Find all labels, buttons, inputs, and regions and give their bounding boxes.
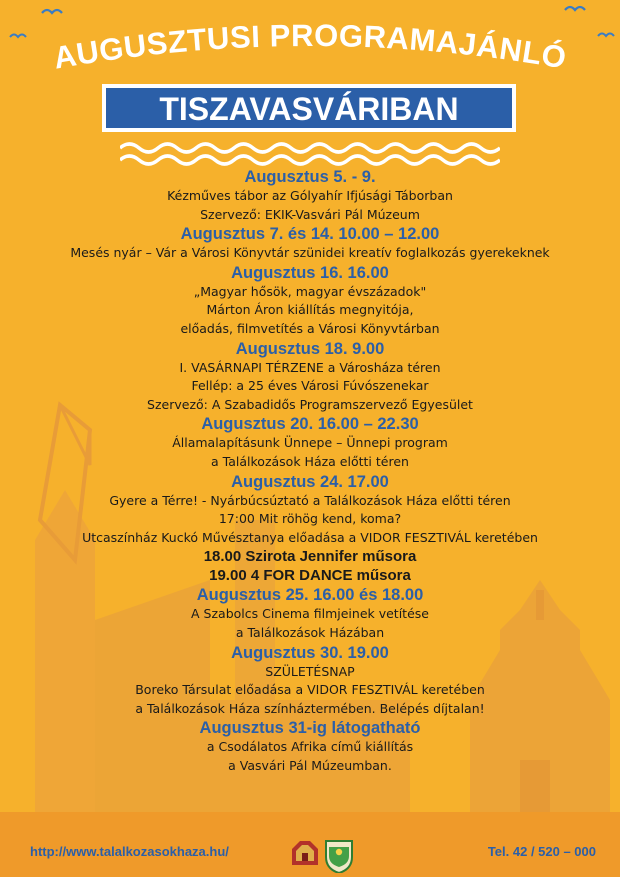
event-description-line: „Magyar hősök, magyar évszázadok" — [193, 283, 427, 299]
event-block — [20, 585, 600, 642]
event-block — [20, 339, 600, 415]
footer-logos — [288, 835, 358, 873]
event-description-line: a Vasvári Pál Múzeumban. — [228, 757, 392, 773]
event-block — [20, 167, 600, 224]
title-arc — [0, 0, 620, 90]
event-list — [20, 167, 600, 775]
footer — [0, 835, 620, 877]
event-description-line: Szervező: EKIK-Vasvári Pál Múzeum — [200, 206, 420, 222]
event-date: Augusztus 24. 17.00 — [231, 472, 389, 491]
event-description-line: Államalapításunk Ünnepe – Ünnepi program — [172, 435, 448, 451]
event-description-line: A Szabolcs Cinema filmjeinek vetítése — [191, 606, 429, 622]
event-description-line: a Csodálatos Afrika című kiállítás — [206, 739, 414, 755]
event-block — [20, 414, 600, 471]
event-description-line: Mesés nyár – Vár a Városi Könyvtár szünidei kreatív foglalkozás gyerekeknek — [70, 245, 550, 261]
event-block — [20, 718, 600, 775]
event-description-line: Fellép: a 25 éves Városi Fúvószenekar — [191, 378, 429, 394]
event-description-line: Gyere a Térre! - Nyárbúcsúztató a Találkozások Háza előtti téren — [109, 492, 511, 508]
event-description-line: Utcaszínház Kuckó Művésztanya előadása a VIDOR FESZTIVÁL keretében — [82, 529, 538, 545]
wave-line-2 — [120, 156, 500, 164]
event-description-line: Kézműves tábor az Gólyahír Ifjúsági Táborban — [167, 188, 453, 203]
event-description-line: I. VASÁRNAPI TÉRZENE a Városháza téren — [179, 359, 441, 375]
event-description-line: 17:00 Mit röhög kend, koma? — [218, 511, 402, 527]
wave-divider — [120, 140, 500, 170]
event-date: Augusztus 5. - 9. — [244, 168, 376, 186]
event-block — [20, 472, 600, 586]
castle-logo-icon — [292, 841, 318, 865]
ribbon-banner — [100, 82, 518, 134]
event-description-line: Szervező: A Szabadidős Programszervező Egyesület — [147, 396, 473, 412]
event-description-line: a Találkozások Háza előtti téren — [211, 453, 409, 469]
svg-text:AUGUSZTUSI PROGRAMAJÁNLÓ — [51, 18, 569, 76]
event-description-line: SZÜLETÉSNAP — [265, 663, 355, 679]
event-block — [20, 263, 600, 339]
event-block — [20, 224, 600, 263]
event-description-line: Boreko Társulat előadása a VIDOR FESZTIVÁL keretében — [135, 682, 485, 698]
event-description-line: a Találkozások Házában — [235, 624, 385, 640]
event-highlight-line: 18.00 Szirota Jennifer műsora — [203, 548, 417, 566]
event-date: Augusztus 18. 9.00 — [235, 339, 385, 358]
event-date: Augusztus 7. és 14. 10.00 – 12.00 — [180, 225, 440, 244]
event-date: Augusztus 16. 16.00 — [231, 263, 389, 282]
wave-line-1 — [120, 144, 500, 152]
event-description-line: a Találkozások Háza színháztermében. Belépés díjtalan! — [135, 700, 485, 716]
page-subtitle: TISZAVASVÁRIBAN — [159, 91, 459, 127]
page-title: AUGUSZTUSI PROGRAMAJÁNLÓ — [50, 17, 570, 76]
event-highlight-line: 19.00 4 FOR DANCE műsora — [209, 567, 411, 585]
event-description-line: Márton Áron kiállítás megnyitója, — [206, 302, 414, 318]
town-crest-icon — [326, 841, 352, 873]
event-date: Augusztus 30. 19.00 — [231, 643, 389, 662]
event-date: Augusztus 25. 16.00 és 18.00 — [196, 586, 424, 605]
event-block — [20, 643, 600, 719]
event-description-line: előadás, filmvetítés a Városi Könyvtárban — [180, 320, 440, 336]
event-date: Augusztus 31-ig látogatható — [199, 719, 421, 738]
website-link[interactable]: http://www.talalkozasokhaza.hu/ — [30, 844, 229, 859]
event-date: Augusztus 20. 16.00 – 22.30 — [201, 415, 419, 434]
phone-number: Tel. 42 / 520 – 000 — [487, 844, 596, 859]
